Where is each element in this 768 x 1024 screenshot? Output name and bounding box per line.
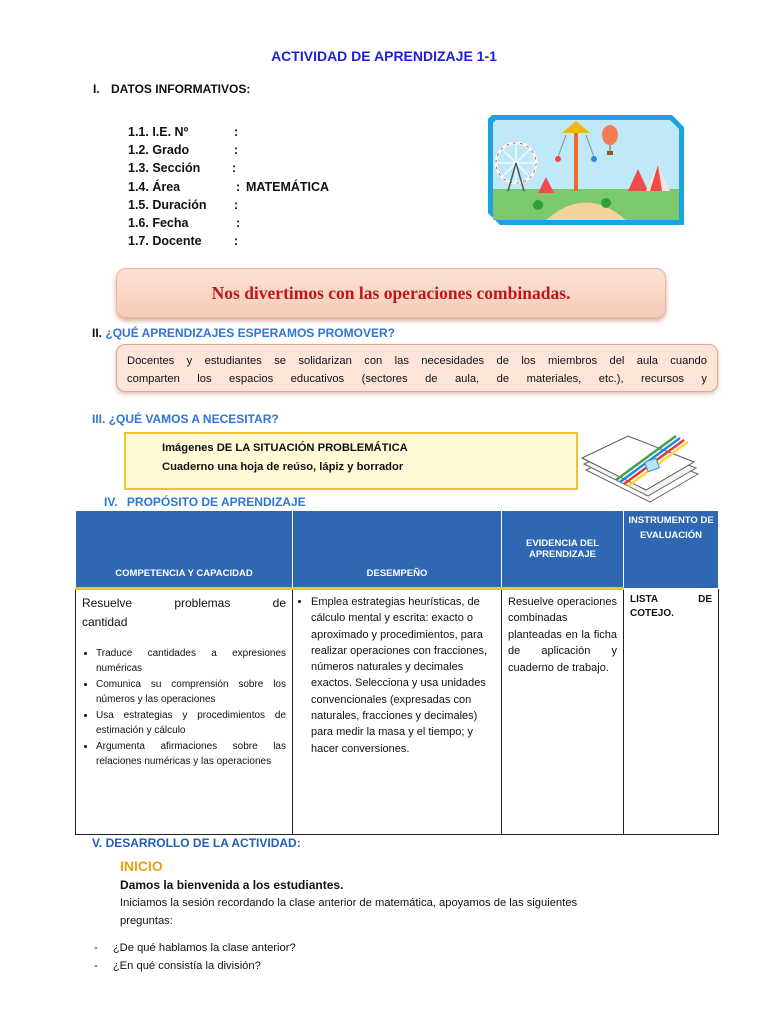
section-5-heading (92, 836, 301, 850)
competencia-title-line-2: cantidad (82, 615, 128, 629)
section-3-heading (92, 412, 279, 426)
header-competencia: COMPETENCIA Y CAPACIDAD (76, 511, 293, 589)
amusement-park-illustration (486, 111, 686, 231)
section-4-title: PROPÓSITO DE APRENDIZAJE (126, 495, 306, 509)
section-2-heading (92, 326, 395, 340)
page-title: ACTIVIDAD DE APRENDIZAJE 1-1 (271, 48, 497, 64)
desempeno-text: • Emplea estrategias heurísticas, de cálculo mental y escrita: exacto o aproximado y procedimientos, para realizar operaciones con fracciones, números naturales y decimales exactos. Selecciona y usa unidades convencionales (expresadas con naturales, fracciones y decimales) para medir la masa y el tiempo; y hacer conversiones. (311, 594, 495, 757)
question-text: ¿De qué hablamos la clase anterior? (112, 942, 296, 954)
cell-evidencia (502, 589, 624, 835)
section-2-number: II. (92, 326, 103, 340)
header-instrumento: INSTRUMENTO DE EVALUACIÓN (624, 511, 719, 589)
section-1-number: I. (93, 82, 100, 96)
question-item-2 (94, 958, 261, 974)
question-item-1 (94, 940, 296, 956)
learning-goals-box (116, 344, 718, 392)
info-row-duracion (128, 196, 239, 214)
question-bullet: - (94, 942, 98, 954)
notebook-pencils-illustration (580, 430, 702, 510)
inicio-heading: INICIO (120, 858, 163, 874)
question-text: ¿En qué consistía la división? (112, 960, 261, 972)
info-label: 1.2. Grado (128, 143, 190, 158)
section-3-number: III. (92, 412, 106, 426)
section-1-heading (93, 82, 250, 96)
info-label: 1.5. Duración (128, 197, 207, 212)
cell-competencia (76, 589, 293, 835)
table-header-row (76, 511, 719, 589)
section-3-title: ¿QUÉ VAMOS A NECESITAR? (108, 412, 279, 426)
learning-purpose-table (75, 510, 719, 835)
info-colon: : (234, 143, 239, 158)
info-row-ie (128, 123, 239, 141)
question-bullet: - (94, 960, 98, 972)
instrumento-text: LISTA DE COTEJO. (630, 594, 712, 619)
competencia-title-line-1: Resuelve problemas de (82, 596, 286, 610)
list-item: • Comunica su comprensión sobre los números y las operaciones (96, 677, 286, 707)
section-5-number: V. (92, 836, 103, 850)
info-colon: : (234, 125, 239, 139)
evidencia-text: Resuelve operaciones combinadas planteadas en la ficha de aplicación y cuaderno de trabajo. (508, 596, 617, 674)
section-4-number: IV. (104, 495, 118, 509)
info-colon: : (234, 234, 239, 249)
header-evidencia: EVIDENCIA DEL APRENDIZAJE (502, 511, 624, 589)
cell-instrumento (624, 589, 719, 835)
cell-desempeno (293, 589, 502, 835)
info-list (128, 123, 330, 250)
info-colon: : (236, 215, 241, 230)
desempeno-list (299, 594, 495, 757)
learning-goals-text (127, 352, 707, 388)
info-label: 1.7. Docente (128, 234, 202, 249)
info-label: 1.1. I.E. Nº (128, 125, 189, 139)
info-row-docente (128, 232, 239, 250)
info-row-fecha (128, 214, 241, 232)
section-1-title: DATOS INFORMATIVOS: (111, 82, 251, 96)
table-row (76, 589, 719, 835)
welcome-text: Damos la bienvenida a los estudiantes. (120, 878, 344, 892)
intro-text: Iniciamos la sesión recordando la clase anterior de matemática, apoyamos de las siguientes preguntas: (120, 897, 578, 927)
session-title-banner (116, 268, 666, 318)
materials-line-2: Cuaderno una hoja de reúso, lápiz y borrador (162, 461, 404, 473)
info-label: 1.4. Área (128, 179, 181, 194)
info-label: 1.3. Sección (128, 161, 201, 176)
info-row-seccion (128, 159, 237, 177)
info-row-area (128, 178, 330, 196)
info-colon: : (236, 179, 241, 194)
list-item: • Argumenta afirmaciones sobre las relaciones numéricas y las operaciones (96, 739, 286, 769)
info-label: 1.6. Fecha (128, 215, 189, 230)
banner-text: Nos divertimos con las operaciones combinadas. (211, 283, 571, 303)
section-2-title: ¿QUÉ APRENDIZAJES ESPERAMOS PROMOVER? (105, 326, 395, 340)
section-5-title: DESARROLLO DE LA ACTIVIDAD: (105, 836, 301, 850)
materials-box (124, 432, 578, 490)
learning-goals-line-1: Docentes y estudiantes se solidarizan con las necesidades de los miembros del aula cuando (127, 355, 707, 367)
section-4-heading (104, 495, 306, 509)
info-value-area: MATEMÁTICA (246, 179, 330, 194)
info-colon: : (232, 161, 237, 176)
list-item: • Usa estrategias y procedimientos de estimación y cálculo (96, 708, 286, 738)
list-item: • Traduce cantidades a expresiones numéricas (96, 646, 286, 676)
header-desempeno: DESEMPEÑO (293, 511, 502, 589)
learning-goals-line-2: comparten los espacios educativos (sectores de aula, de materiales, etc.), recursos y (127, 373, 707, 385)
capacidades-list (82, 646, 286, 769)
info-row-grado (128, 141, 239, 159)
info-colon: : (234, 197, 239, 212)
materials-line-1: Imágenes DE LA SITUACIÓN PROBLEMÁTICA (162, 442, 408, 454)
